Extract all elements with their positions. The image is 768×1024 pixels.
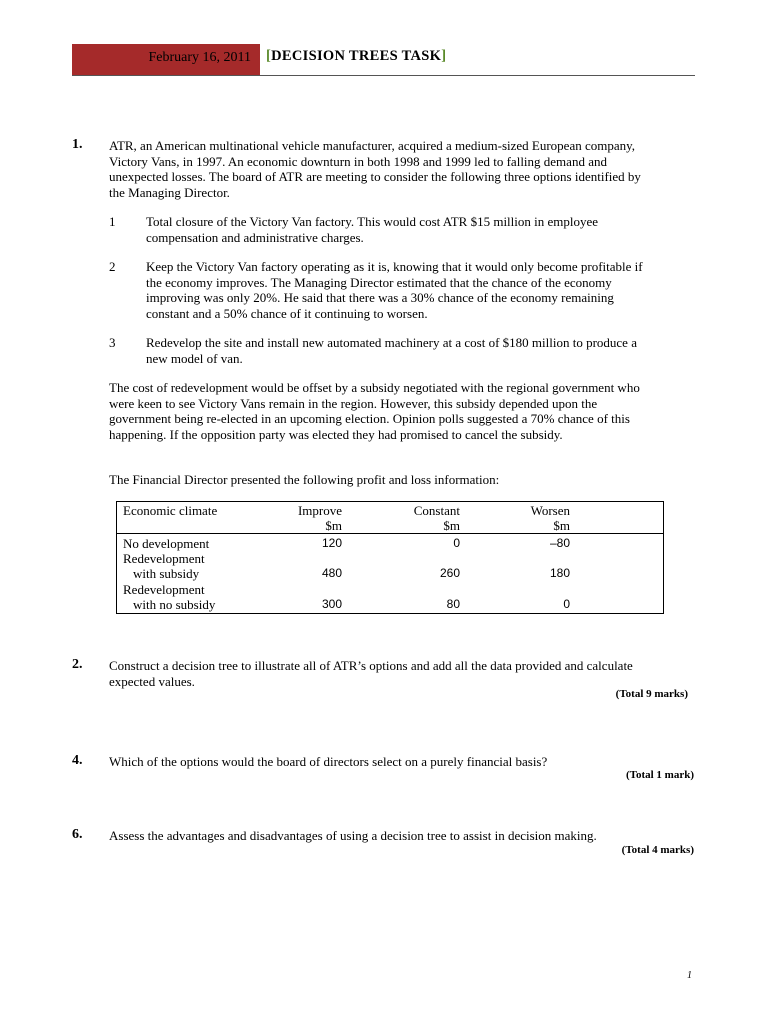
row-3-label: Redevelopment [123,582,205,597]
bracket-close: ] [441,48,447,64]
row-1-worsen: –80 [549,536,570,550]
row-1-improve: 120 [321,536,342,550]
financial-paragraph: The Financial Director presented the following profit and loss information: [109,472,500,487]
option-3-number: 3 [109,335,116,350]
question-2-marks: (Total 9 marks) [615,688,688,700]
question-1-intro: ATR, an American multinational vehicle manufacturer, acquired a medium-sized European company, Victory Vans, in 1997. An economic downturn in both 1998 and 1999 led to falling demand and unexpected losses. The board of ATR are meeting to consider the following three options identified by the Managing Director. [109,138,641,200]
table-header-climate: Economic climate [123,503,218,518]
question-2-number: 2. [72,657,83,672]
header-title [266,48,446,65]
profit-loss-table [116,501,664,614]
row-2-constant: 260 [439,566,460,580]
option-1-text: Total closure of the Victory Van factory. This would cost ATR $15 million in employee compensation and administrative charges. [146,214,599,245]
table-header-constant-unit: $m [443,518,460,533]
row-1-constant: 0 [453,536,460,550]
header-title-text: DECISION TREES TASK [271,48,442,64]
header-date: February 16, 2011 [148,50,251,65]
table-header-divider [117,533,663,534]
question-6-text: Assess the advantages and disadvantages of using a decision tree to assist in decision making. [109,828,597,843]
table-header-improve-unit: $m [325,518,342,533]
question-2-text: Construct a decision tree to illustrate all of ATR’s options and add all the data provided and calculate expected values. [109,658,633,689]
question-4-number: 4. [72,753,83,768]
row-3-worsen: 0 [563,597,570,611]
row-2-worsen: 180 [549,566,570,580]
row-3-constant: 80 [446,597,460,611]
table-header-worsen: Worsen [530,503,570,518]
row-1-label: No development [123,536,210,551]
subsidy-paragraph: The cost of redevelopment would be offset by a subsidy negotiated with the regional government who were keen to see Victory Vans remain in the region. However, this subsidy depended upon the government being re-elected in an upcoming election. Opinion polls suggested a 70% chance of this happening. If the opposition party was elected they had promised to cancel the subsidy. [109,380,640,442]
table-header-worsen-unit: $m [553,518,570,533]
option-1-number: 1 [109,214,116,229]
header-date-box [72,44,260,75]
row-2-improve: 480 [321,566,342,580]
question-4-text: Which of the options would the board of directors select on a purely financial basis? [109,754,548,769]
table-header-constant: Constant [413,503,460,518]
page-number: 1 [687,970,692,981]
table-header-improve: Improve [297,503,342,518]
row-2-sublabel: with subsidy [133,566,200,581]
question-1-number: 1. [72,137,83,152]
header-rule [72,75,695,76]
question-6-number: 6. [72,827,83,842]
question-4-marks: (Total 1 mark) [625,769,694,781]
option-2-text: Keep the Victory Van factory operating as it is, knowing that it would only become profitable if the economy improves. The Managing Director estimated that the chance of the economy improving was only 20%. He said that there was a 30% chance of the economy remaining constant and a 50% chance of it continuing to worsen. [146,259,643,321]
option-2-number: 2 [109,259,116,274]
row-3-improve: 300 [321,597,342,611]
bracket-open: [ [266,48,272,64]
row-3-sublabel: with no subsidy [133,597,216,612]
option-3-text: Redevelop the site and install new automated machinery at a cost of $180 million to produce a new model of van. [146,335,637,366]
row-2-label: Redevelopment [123,551,205,566]
question-6-marks: (Total 4 marks) [621,844,694,856]
